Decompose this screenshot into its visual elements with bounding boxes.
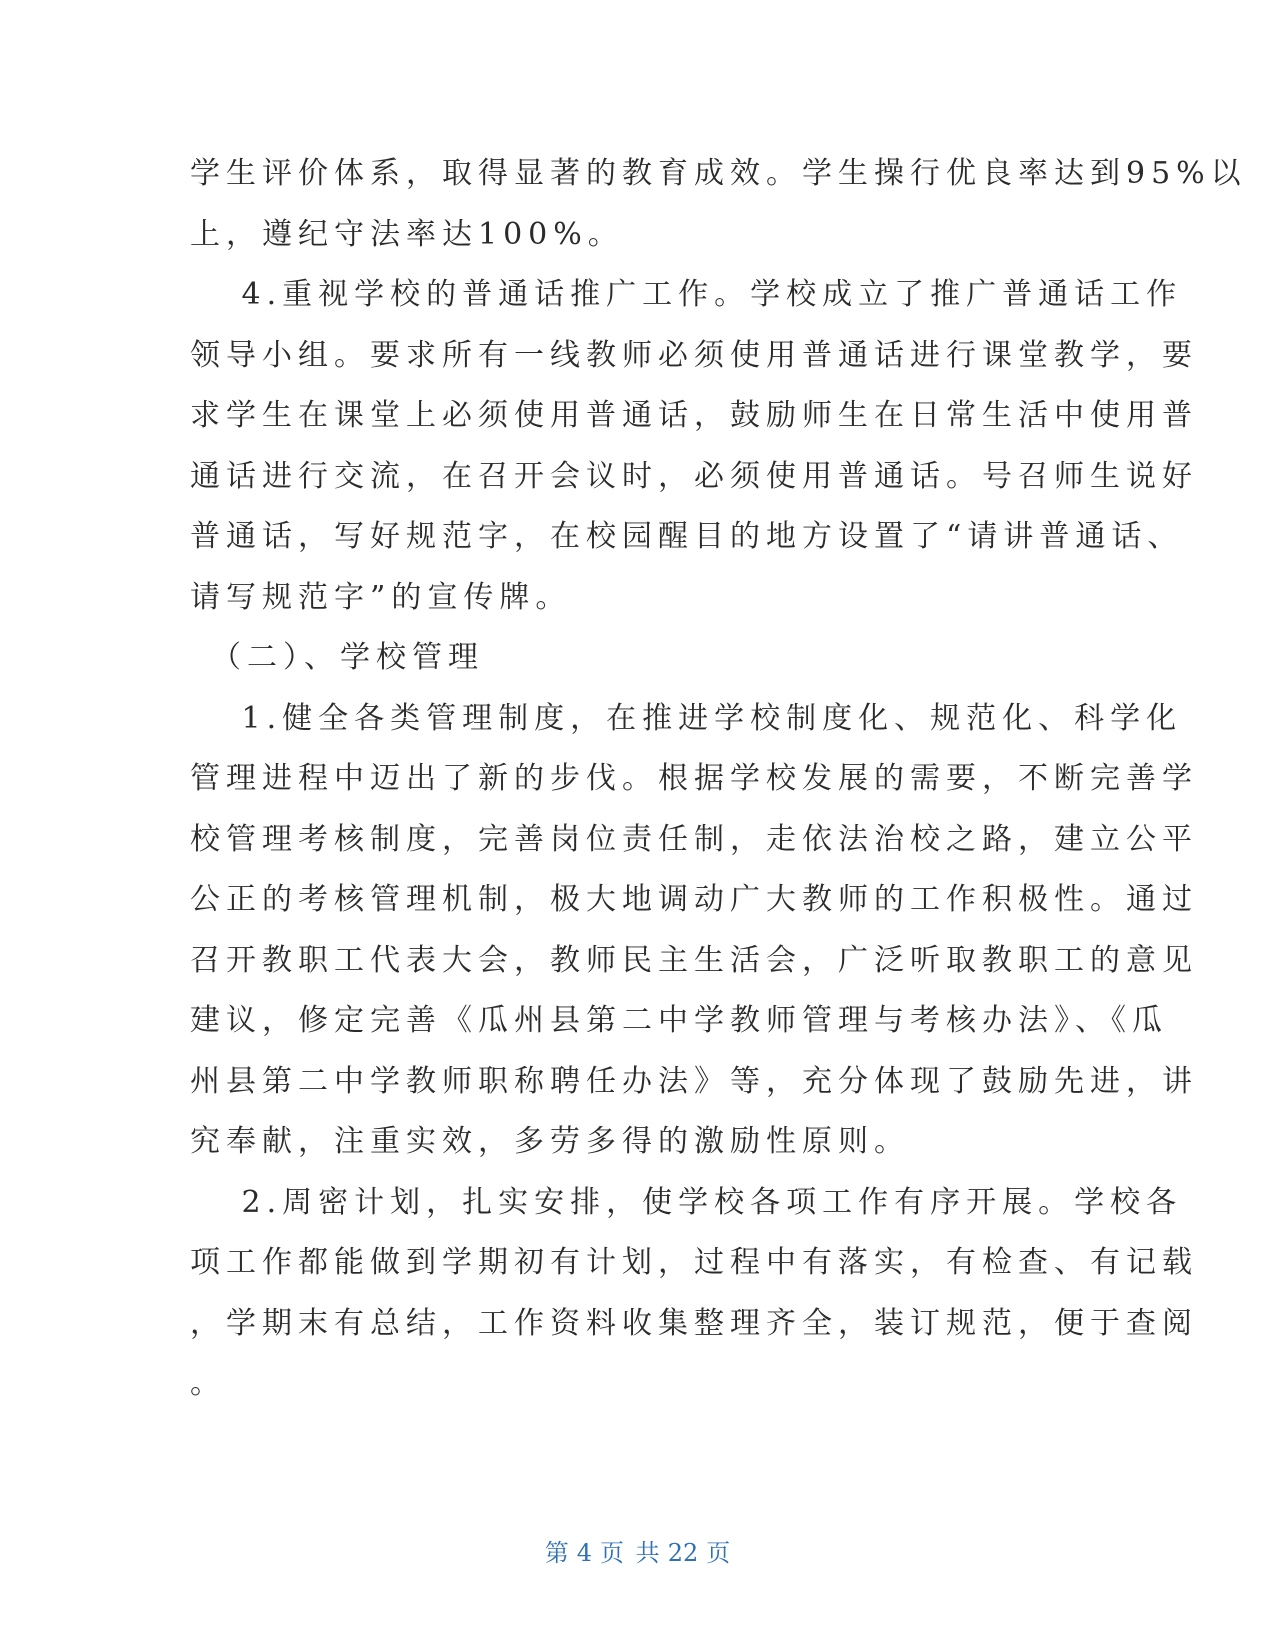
current-page-number: 4 bbox=[576, 1539, 593, 1567]
text-line: 管理进程中迈出了新的步伐。根据学校发展的需要，不断完善学 bbox=[190, 761, 1198, 796]
text-line: 普通话，写好规范字，在校园醒目的地方设置了“请讲普通话、 bbox=[190, 519, 1184, 554]
text-line: 请写规范字”的宣传牌。 bbox=[190, 579, 572, 615]
footer-middle: 页 共 bbox=[600, 1539, 660, 1567]
text-line: 1.健全各类管理制度，在推进学校制度化、规范化、科学化 bbox=[190, 700, 1183, 736]
footer-suffix: 页 bbox=[706, 1539, 731, 1567]
body-text bbox=[190, 144, 1247, 1415]
text-line: 2.周密计划，扎实安排，使学校各项工作有序开展。学校各 bbox=[190, 1184, 1183, 1220]
text-line: 领导小组。要求所有一线教师必须使用普通话进行课堂教学，要 bbox=[190, 337, 1198, 373]
text-line: 通话进行交流，在召开会议时，必须使用普通话。号召师生说好 bbox=[190, 458, 1198, 494]
text-line: 建议，修定完善《瓜州县第二中学教师管理与考核办法》、《瓜 bbox=[190, 1003, 1168, 1038]
text-line: 4.重视学校的普通话推广工作。学校成立了推广普通话工作 bbox=[190, 277, 1183, 312]
text-line: 究奉献，注重实效，多劳多得的激励性原则。 bbox=[190, 1124, 910, 1159]
text-line: 项工作都能做到学期初有计划，过程中有落实，有检查、有记载 bbox=[190, 1245, 1198, 1280]
text-line: 校管理考核制度，完善岗位责任制，走依法治校之路，建立公平 bbox=[190, 821, 1198, 857]
text-line: 。 bbox=[190, 1366, 226, 1401]
text-line: 上，遵纪守法率达100%。 bbox=[190, 216, 624, 252]
text-line: 学生评价体系，取得显著的教育成效。学生操行优良率达到95%以 bbox=[190, 156, 1247, 191]
text-line: ，学期末有总结，工作资料收集整理齐全，装订规范，便于查阅 bbox=[190, 1305, 1198, 1341]
text-line: 召开教职工代表大会，教师民主生活会，广泛听取教职工的意见 bbox=[190, 942, 1198, 978]
footer-prefix: 第 bbox=[544, 1539, 569, 1567]
total-page-count: 22 bbox=[667, 1539, 699, 1567]
text-line: 求学生在课堂上必须使用普通话，鼓励师生在日常生活中使用普 bbox=[190, 398, 1198, 433]
text-line: 公正的考核管理机制，极大地调动广大教师的工作积极性。通过 bbox=[190, 882, 1198, 917]
page-footer bbox=[0, 1533, 1275, 1568]
section-heading: （二）、学校管理 bbox=[190, 640, 484, 675]
text-line: 州县第二中学教师职称聘任办法》等，充分体现了鼓励先进，讲 bbox=[190, 1063, 1198, 1099]
